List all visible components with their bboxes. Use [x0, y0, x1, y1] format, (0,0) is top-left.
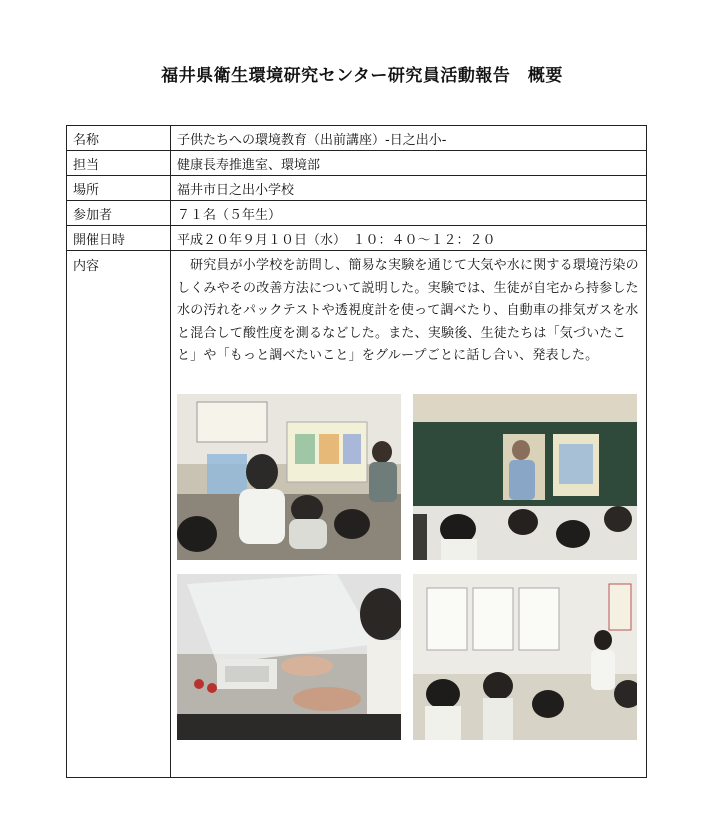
- value-name: 子供たちへの環境教育（出前講座）-日之出小-: [171, 126, 647, 151]
- value-department: 健康長寿推進室、環境部: [171, 151, 647, 176]
- row-location: [67, 176, 647, 201]
- photo-grid: [177, 394, 639, 744]
- label-department: 担当: [67, 151, 171, 176]
- row-department: [67, 151, 647, 176]
- row-participants: [67, 201, 647, 226]
- page-title: 福井県衛生環境研究センター研究員活動報告 概要: [161, 66, 563, 86]
- label-datetime: 開催日時: [67, 226, 171, 251]
- photo-group-discussion: [413, 574, 637, 740]
- label-content: 内容: [67, 251, 171, 778]
- label-participants: 参加者: [67, 201, 171, 226]
- photo-blackboard-lecture: [413, 394, 637, 560]
- content-text: 研究員が小学校を訪問し、簡易な実験を通じて大気や水に関する環境汚染のしくみやその改善方法について説明した。実験では、生徒が自宅から持参した水の汚れをパックテストや透視度計を使って調べたり、自動車の排気ガスを水と混合して酸性度を測るなどした。また、実験後、生徒たちは「気づいたこと」や「もっと調べたいこと」をグループごとに話し合い、発表した。: [177, 258, 639, 363]
- photo-classroom-poster: [177, 394, 401, 560]
- value-participants: ７１名（５年生）: [171, 201, 647, 226]
- row-name: [67, 126, 647, 151]
- photo-pack-test: [177, 574, 401, 740]
- value-location: 福井市日之出小学校: [171, 176, 647, 201]
- label-name: 名称: [67, 126, 171, 151]
- label-location: 場所: [67, 176, 171, 201]
- row-datetime: [67, 226, 647, 251]
- value-datetime: 平成２０年９月１０日（水） １０：４０～１２：２０: [171, 226, 647, 251]
